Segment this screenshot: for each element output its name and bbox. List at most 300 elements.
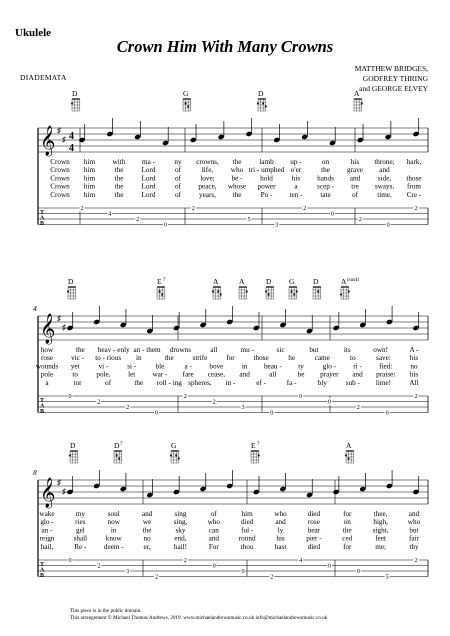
chord-finger-dot bbox=[265, 106, 267, 108]
chord-finger-dot bbox=[317, 291, 319, 293]
lyric-syllable: bear bbox=[307, 526, 321, 535]
lyric-syllable: ef - bbox=[256, 378, 266, 387]
tab-fret-number: 4 bbox=[108, 210, 112, 218]
lyric-syllable: roll - ing bbox=[156, 378, 182, 387]
chord-name: G bbox=[289, 277, 295, 286]
lyric-syllable: me; bbox=[375, 542, 387, 551]
lyric-syllable: grave bbox=[347, 166, 363, 175]
lyric-syllable: tre bbox=[351, 182, 359, 191]
lyric-syllable: hail! bbox=[173, 542, 188, 551]
chord-name: D bbox=[72, 89, 78, 98]
notation-staff bbox=[38, 128, 428, 152]
chord-name: D bbox=[313, 277, 319, 286]
chord-diagram bbox=[289, 287, 298, 299]
measure-number: 4 bbox=[33, 304, 37, 313]
chord-finger-dot bbox=[340, 294, 342, 296]
tab-fret-number: 5 bbox=[385, 573, 389, 581]
lyric-syllable: hark, bbox=[406, 158, 422, 166]
chord-superscript: 7 bbox=[163, 278, 166, 283]
lyric-syllable: ty bbox=[298, 362, 304, 371]
lyric-syllable: came bbox=[314, 354, 330, 363]
lyric-syllable: he bbox=[288, 354, 296, 363]
lyric-syllable: be bbox=[297, 370, 305, 379]
lyric-syllable: Crown bbox=[50, 174, 70, 183]
lyric-syllable: love; bbox=[200, 174, 215, 183]
chord-finger-dot bbox=[257, 103, 259, 105]
lyric-syllable: peace, bbox=[198, 182, 217, 191]
lyric-syllable: ful - bbox=[241, 526, 254, 535]
lyric-syllable: and bbox=[379, 166, 390, 175]
tab-clef-letter: B bbox=[40, 573, 45, 579]
time-signature: 4 bbox=[69, 143, 74, 154]
lyric-syllable: rose bbox=[41, 354, 53, 363]
chord-finger-dot bbox=[67, 291, 69, 293]
lyric-syllable: lime! bbox=[375, 378, 392, 387]
lyric-syllable: si - bbox=[127, 362, 137, 371]
chord-finger-dot bbox=[265, 291, 267, 293]
chord-finger-dot bbox=[178, 458, 180, 460]
chord-superscript: 7 bbox=[257, 442, 260, 447]
lyric-syllable: beau - bbox=[263, 362, 282, 371]
lyric-syllable: hail, bbox=[40, 542, 54, 551]
chord-diagram bbox=[257, 99, 267, 111]
lyric-syllable: of bbox=[175, 174, 181, 183]
lyric-syllable: from bbox=[407, 182, 421, 191]
chord-name: A bbox=[213, 277, 219, 286]
tab-fret-number: 0 bbox=[327, 562, 332, 570]
lyric-syllable: scep - bbox=[317, 182, 334, 191]
lyric-syllable: Re - bbox=[74, 542, 87, 551]
lyric-syllable: wake bbox=[39, 510, 55, 518]
tab-clef-letter: A bbox=[40, 403, 45, 410]
lyric-syllable: vi - bbox=[98, 362, 109, 371]
tab-fret-number: 0 bbox=[385, 409, 389, 417]
tune-name: DIADEMATA bbox=[20, 73, 67, 82]
lyric-syllable: his bbox=[276, 534, 285, 543]
lyric-syllable: those bbox=[406, 174, 422, 183]
lyric-syllable: glo - bbox=[40, 518, 54, 527]
treble-clef-icon: 𝄞 bbox=[40, 314, 56, 343]
lyric-syllable: glo - bbox=[322, 362, 336, 371]
lyric-syllable: for bbox=[343, 510, 352, 518]
chord-finger-dot bbox=[293, 294, 295, 296]
lyric-syllable: fied: bbox=[379, 362, 393, 371]
tab-fret-number: 0 bbox=[163, 221, 168, 229]
sharp-icon: ♯ bbox=[62, 487, 66, 496]
lyric-syllable: and bbox=[141, 510, 153, 518]
tab-fret-number: 3 bbox=[126, 568, 130, 576]
lyric-syllable: his bbox=[409, 370, 419, 379]
chord-finger-dot bbox=[185, 103, 187, 105]
tab-fret-number: 2 bbox=[97, 398, 101, 406]
instrument-label: Ukulele bbox=[15, 27, 52, 39]
chord-finger-dot bbox=[296, 291, 298, 293]
lyric-syllable: all bbox=[210, 346, 218, 354]
chord-finger-dot bbox=[118, 458, 120, 460]
lyric-syllable: soul bbox=[107, 510, 120, 518]
lyric-syllable: Lord bbox=[141, 182, 156, 191]
lyric-syllable: and bbox=[408, 510, 420, 518]
lyric-syllable: in bbox=[110, 526, 117, 535]
lyric-syllable: ries bbox=[75, 518, 86, 527]
chord-name: E bbox=[251, 441, 256, 450]
lyric-syllable: Lord bbox=[141, 174, 156, 183]
tab-fret-number: 2 bbox=[414, 557, 418, 565]
chord-finger-dot bbox=[159, 291, 161, 293]
lyric-syllable: and bbox=[349, 174, 361, 183]
lyric-syllable: thou bbox=[240, 542, 254, 551]
chord-finger-dot bbox=[258, 455, 260, 457]
lyric-syllable: Crown bbox=[50, 190, 70, 199]
lyric-syllable: his bbox=[409, 354, 419, 363]
chord-name: A bbox=[239, 277, 245, 286]
sharp-icon: ♯ bbox=[62, 135, 66, 144]
tab-fret-number: 2 bbox=[270, 573, 274, 581]
chord-finger-dot bbox=[116, 455, 118, 457]
lyric-syllable: how bbox=[40, 346, 54, 354]
lyric-syllable: my bbox=[75, 510, 85, 518]
tab-fret-number: 2 bbox=[212, 398, 216, 406]
lyric-syllable: the bbox=[232, 190, 242, 199]
lyric-syllable: reign bbox=[39, 534, 55, 543]
chord-diagram bbox=[212, 287, 222, 299]
sharp-icon: ♯ bbox=[62, 323, 66, 332]
lyric-syllable: ly bbox=[277, 526, 284, 535]
lyric-syllable: Crown bbox=[50, 166, 70, 175]
lyric-syllable: his bbox=[350, 158, 360, 166]
lyric-syllable: and bbox=[208, 534, 220, 543]
lyric-syllable: him bbox=[83, 190, 96, 199]
chord-name: A bbox=[341, 277, 347, 286]
lyric-syllable: all bbox=[269, 370, 277, 379]
lyric-syllable: him bbox=[83, 182, 96, 191]
tab-fret-number: 2 bbox=[191, 205, 195, 213]
lyric-syllable: its bbox=[343, 346, 351, 354]
notation-staff bbox=[38, 480, 428, 504]
chord-finger-dot bbox=[345, 455, 347, 457]
chord-finger-dot bbox=[291, 291, 293, 293]
tab-fret-number: 0 bbox=[327, 398, 332, 406]
lyric-syllable: the bbox=[134, 378, 144, 387]
lyric-syllable: cease, bbox=[207, 370, 226, 379]
chord-name: D bbox=[70, 441, 76, 450]
tab-fret-number: 0 bbox=[241, 568, 245, 576]
chord-finger-dot bbox=[212, 291, 214, 293]
lyric-syllable: an - them bbox=[133, 346, 161, 354]
chord-finger-dot bbox=[217, 291, 219, 293]
lyric-syllable: heav - enly bbox=[97, 346, 130, 354]
lyric-syllable: bly bbox=[317, 378, 327, 387]
lyric-syllable: the bbox=[114, 190, 124, 199]
lyric-syllable: those bbox=[253, 354, 269, 363]
lyric-syllable: no bbox=[410, 362, 418, 371]
lyric-syllable: him bbox=[83, 174, 96, 183]
lyric-syllable: spheres, bbox=[188, 378, 212, 387]
lyric-syllable: Lord bbox=[141, 166, 156, 175]
tab-fret-number: 0 bbox=[212, 562, 216, 570]
lyric-syllable: Cre - bbox=[406, 190, 422, 199]
lyric-syllable: on bbox=[343, 518, 351, 527]
chord-diagram bbox=[340, 287, 350, 299]
lyric-syllable: hold bbox=[260, 174, 273, 183]
lyric-syllable: who bbox=[230, 166, 244, 175]
lyric-syllable: whose bbox=[227, 182, 247, 191]
tab-fret-number: 2 bbox=[80, 205, 84, 213]
lyric-syllable: the bbox=[164, 354, 174, 363]
lyric-syllable: sic bbox=[276, 346, 285, 354]
credit-line: and GEORGE ELVEY bbox=[359, 84, 428, 93]
tab-fret-number: 0 bbox=[299, 393, 303, 401]
sharp-icon: ♯ bbox=[57, 478, 61, 487]
chord-name: D bbox=[114, 441, 120, 450]
lyric-syllable: can bbox=[208, 526, 219, 535]
chord-diagram bbox=[239, 287, 248, 299]
lyric-syllable: with bbox=[112, 158, 126, 166]
chord-name: G bbox=[171, 441, 177, 450]
tab-fret-number: 3 bbox=[241, 404, 245, 412]
chord-superscript: (sus4) bbox=[347, 278, 360, 283]
lyric-syllable: sight, bbox=[372, 526, 389, 535]
lyric-syllable: o'er bbox=[290, 166, 302, 175]
footer-notes bbox=[70, 608, 327, 623]
lyric-syllable: a bbox=[294, 182, 298, 191]
tab-clef-letter: A bbox=[40, 567, 45, 574]
lyric-syllable: the bbox=[142, 526, 152, 535]
lyric-syllable: drowns bbox=[169, 346, 192, 354]
chord-name: A bbox=[354, 89, 360, 98]
chord-finger-dot bbox=[69, 455, 71, 457]
chord-diagram bbox=[354, 99, 363, 111]
chord-diagram bbox=[71, 99, 80, 111]
lyric-syllable: be - bbox=[231, 174, 243, 183]
lyric-syllable: deem - bbox=[103, 542, 124, 551]
chord-finger-dot bbox=[71, 103, 73, 105]
tab-fret-number: 0 bbox=[68, 557, 72, 565]
lyric-syllable: a - bbox=[184, 362, 192, 371]
lyric-syllable: for bbox=[343, 542, 352, 551]
chord-diagram bbox=[170, 451, 180, 463]
lyric-syllable: war - bbox=[152, 370, 168, 379]
lyric-syllable: sways, bbox=[374, 182, 395, 191]
lyric-syllable: round bbox=[238, 534, 256, 543]
lyric-syllable: praise: bbox=[376, 370, 396, 379]
lyric-syllable: of bbox=[175, 190, 181, 199]
lyric-syllable: in bbox=[135, 354, 142, 363]
lyric-syllable: of bbox=[175, 182, 181, 191]
tab-fret-number: 2 bbox=[414, 205, 418, 213]
lyric-syllable: ma - bbox=[142, 158, 155, 166]
lyric-syllable: no bbox=[143, 534, 151, 543]
lyric-syllable: to bbox=[350, 354, 356, 363]
tab-fret-number: 4 bbox=[299, 557, 303, 565]
chord-name: A bbox=[346, 441, 352, 450]
tab-fret-number: 0 bbox=[68, 393, 72, 401]
lyric-syllable: shall bbox=[73, 534, 88, 543]
chord-finger-dot bbox=[161, 294, 163, 296]
lyric-syllable: we bbox=[142, 518, 152, 527]
lyric-syllable: tor bbox=[73, 378, 82, 387]
lyric-syllable: and bbox=[275, 518, 286, 527]
sharp-icon: ♯ bbox=[57, 314, 61, 323]
lyric-syllable: sub - bbox=[345, 378, 360, 387]
lyric-syllable: tate bbox=[320, 190, 331, 199]
lyric-syllable: sing, bbox=[173, 518, 188, 527]
lyric-syllable: ble bbox=[155, 362, 165, 371]
tab-fret-number: 0 bbox=[356, 568, 360, 576]
lyric-syllable: pier - bbox=[306, 534, 322, 543]
chord-diagram bbox=[251, 451, 260, 463]
lyric-syllable: but bbox=[409, 526, 419, 535]
lyric-syllable: the bbox=[114, 182, 124, 191]
credit-line: MATTHEW BRIDGES, bbox=[354, 64, 428, 73]
lyric-syllable: him bbox=[83, 166, 96, 175]
tab-fret-number: 3 bbox=[275, 221, 279, 229]
tab-fret-number: 0 bbox=[270, 409, 274, 417]
lyric-syllable: bove bbox=[209, 362, 224, 371]
lyric-syllable: throne; bbox=[374, 158, 395, 166]
tab-fret-number: 2 bbox=[126, 404, 130, 412]
copyright-notice: This arrangement © Michael Thomas Andrews, 2019. www.michaelandrewsmusic.co.uk info@michaelandrewsmusic.co.uk bbox=[70, 615, 328, 622]
tab-clef-letter: T bbox=[40, 398, 45, 404]
tab-fret-number: 2 bbox=[136, 216, 140, 224]
lyric-syllable: the bbox=[114, 174, 124, 183]
lyric-syllable: thee, bbox=[373, 510, 388, 518]
lyric-syllable: him bbox=[241, 510, 253, 518]
lyric-syllable: life, bbox=[201, 166, 214, 175]
chord-finger-dot bbox=[220, 294, 222, 296]
tab-fret-number: 2 bbox=[303, 205, 307, 213]
lyric-syllable: for bbox=[226, 354, 235, 363]
lyric-syllable: gel bbox=[75, 526, 85, 535]
chord-diagram bbox=[114, 451, 122, 463]
lyric-syllable: prayer bbox=[320, 370, 339, 379]
lyric-syllable: ny bbox=[174, 158, 182, 166]
lyric-syllable: up - bbox=[290, 158, 302, 166]
lyric-syllable: fa - bbox=[286, 378, 297, 387]
lyric-syllable: fair bbox=[409, 534, 419, 543]
lyric-syllable: the bbox=[75, 346, 85, 354]
tab-fret-number: 2 bbox=[154, 573, 159, 581]
chord-name: D bbox=[68, 277, 74, 286]
lyric-syllable: vic - bbox=[71, 354, 85, 363]
chord-diagram bbox=[265, 287, 274, 299]
lyric-syllable: sing bbox=[174, 510, 187, 518]
lyric-syllable: save: bbox=[376, 354, 391, 363]
lyric-syllable: own! bbox=[373, 346, 389, 354]
sharp-icon: ♯ bbox=[57, 126, 61, 135]
lyric-syllable: hands bbox=[317, 174, 334, 183]
lyric-syllable: let bbox=[128, 370, 136, 379]
lyric-syllable: yet bbox=[70, 362, 80, 371]
lyric-syllable: and bbox=[352, 370, 363, 379]
lyric-syllable: feet bbox=[375, 534, 387, 543]
lyric-syllable: er, bbox=[143, 542, 151, 551]
lyric-syllable: in bbox=[241, 362, 248, 371]
treble-clef-icon: 𝄞 bbox=[40, 126, 56, 155]
chord-finger-dot bbox=[246, 291, 248, 293]
lyric-syllable: an - bbox=[41, 526, 53, 535]
lyric-syllable: time, bbox=[377, 190, 392, 199]
lyric-syllable: know bbox=[105, 534, 122, 543]
lyric-syllable: Lord bbox=[141, 190, 156, 199]
lyric-syllable: to bbox=[72, 370, 79, 379]
lyric-syllable: crowns, bbox=[196, 158, 219, 166]
notes-group bbox=[78, 118, 419, 146]
treble-clef-icon: 𝄞 bbox=[40, 478, 56, 507]
lyric-syllable: on bbox=[321, 158, 330, 166]
lyric-syllable: to - rious bbox=[95, 354, 122, 363]
lyric-syllable: of bbox=[105, 378, 112, 387]
lyric-syllable: years, bbox=[199, 190, 216, 199]
tab-fret-number: 5 bbox=[247, 216, 251, 224]
lyric-syllable: of bbox=[175, 166, 181, 175]
tab-fret-number: 0 bbox=[330, 210, 335, 218]
lyric-syllable: the bbox=[114, 166, 124, 175]
song-title: Crown Him With Many Crowns bbox=[116, 37, 334, 56]
lyric-syllable: the bbox=[321, 166, 330, 175]
notes-group bbox=[66, 306, 419, 334]
tab-fret-number: 2 bbox=[97, 562, 101, 570]
lyric-syllable: mu - bbox=[240, 346, 254, 354]
tab-fret-number: 2 bbox=[356, 404, 360, 412]
lyric-syllable: Crown bbox=[50, 182, 70, 191]
lyric-syllable: lamb bbox=[259, 158, 274, 166]
chord-name: E bbox=[157, 277, 162, 286]
lyric-syllable: died bbox=[240, 518, 254, 527]
lyric-syllable: strife bbox=[192, 354, 208, 363]
chord-finger-dot bbox=[170, 455, 172, 457]
chord-finger-dot bbox=[262, 103, 264, 105]
chord-finger-dot bbox=[348, 291, 350, 293]
lyric-syllable: power bbox=[257, 182, 276, 191]
lyric-syllable: All bbox=[409, 378, 419, 387]
lyric-syllable: who bbox=[407, 518, 421, 527]
chord-diagram bbox=[157, 287, 165, 299]
chord-diagram bbox=[183, 99, 191, 111]
tab-fret-number: 2 bbox=[358, 216, 362, 224]
public-domain-notice: This piece is in the public domain. bbox=[70, 608, 142, 614]
lyric-syllable: him bbox=[83, 158, 96, 166]
lyric-syllable: who bbox=[274, 510, 287, 518]
lyric-syllable: side, bbox=[377, 174, 392, 183]
lyric-syllable: now bbox=[107, 518, 120, 527]
lyric-syllable: who bbox=[207, 518, 221, 527]
lyric-syllable: Crown bbox=[50, 158, 70, 166]
lyric-syllable: pole, bbox=[96, 370, 111, 379]
lyric-syllable: the bbox=[232, 158, 242, 166]
chord-name: D bbox=[266, 277, 272, 286]
measure-number: 8 bbox=[33, 468, 37, 477]
lyric-syllable: of bbox=[210, 510, 217, 518]
chord-superscript: 7 bbox=[120, 442, 123, 447]
chord-diagram bbox=[313, 287, 321, 299]
tab-clef-letter: T bbox=[40, 562, 45, 568]
chord-finger-dot bbox=[175, 455, 177, 457]
lyric-syllable: high, bbox=[373, 518, 388, 527]
lyric-syllable: A - bbox=[409, 346, 419, 354]
lyric-syllable: and bbox=[239, 370, 250, 379]
lyric-syllable: sky bbox=[175, 526, 186, 535]
lyric-syllable: ri - bbox=[353, 362, 362, 371]
tab-fret-number: 0 bbox=[154, 409, 159, 417]
lyric-syllable: fare bbox=[182, 370, 194, 379]
lyric-syllable: hast bbox=[274, 542, 287, 551]
tab-fret-number: 0 bbox=[386, 221, 390, 229]
tab-clef-letter: T bbox=[40, 210, 45, 216]
lyric-syllable: thy bbox=[409, 542, 419, 551]
lyric-syllable: tri - umphed bbox=[248, 166, 285, 175]
chord-name: G bbox=[183, 89, 189, 98]
